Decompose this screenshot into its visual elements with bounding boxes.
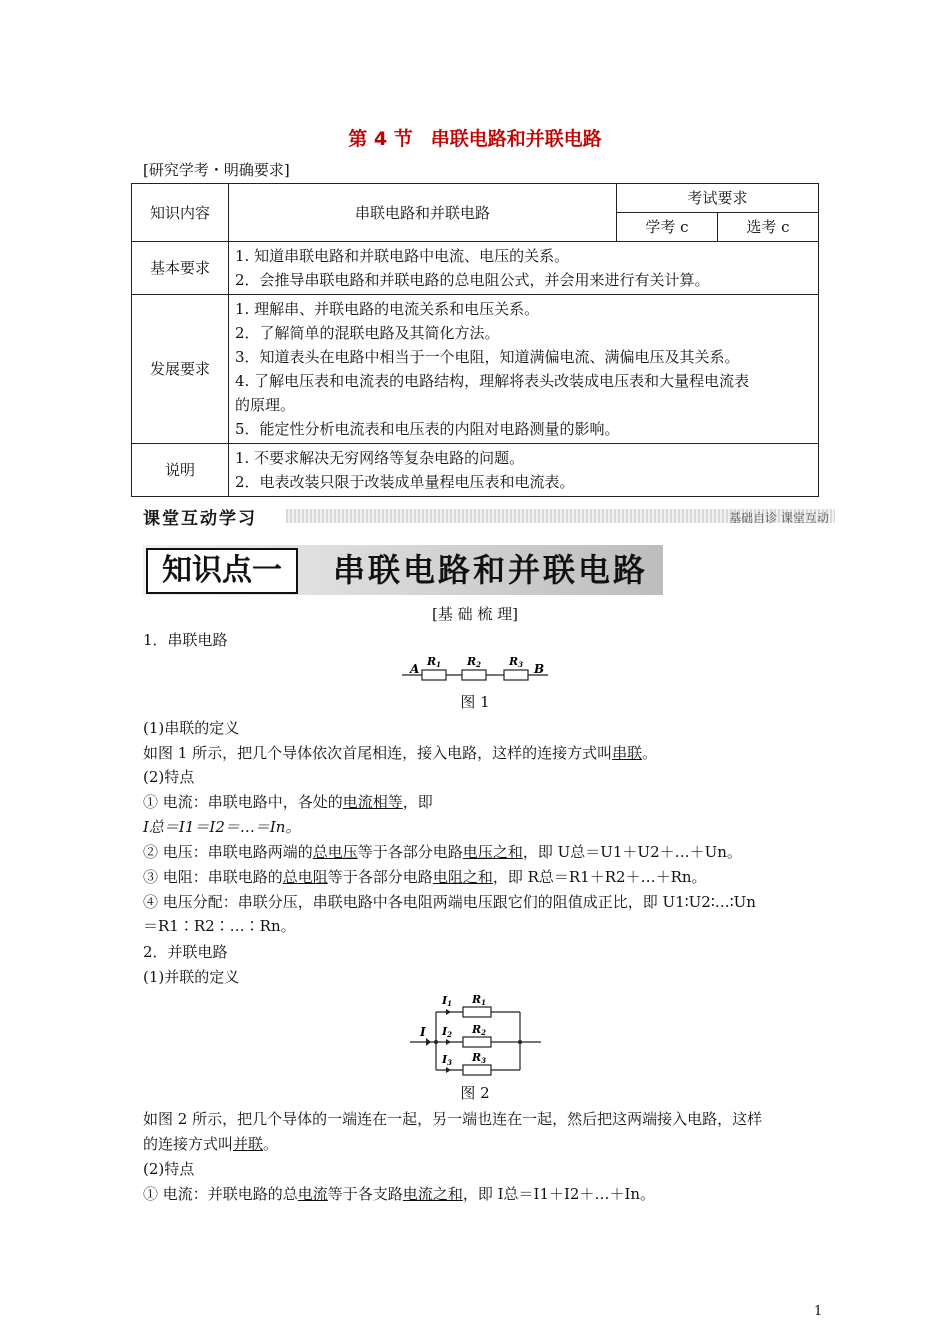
row-development xyxy=(229,295,819,444)
header-xuekao: 学考 c xyxy=(617,213,718,242)
row-label-note: 说明 xyxy=(132,444,229,497)
label-a: A xyxy=(410,662,420,676)
series-current: ① 电流：串联电路中，各处的电流相等，即 xyxy=(143,793,433,811)
dev-item: 的原理。 xyxy=(235,396,296,414)
basics-label: [基 础 梳 理] xyxy=(431,605,518,623)
section-banner xyxy=(143,504,835,529)
row-basic xyxy=(229,242,819,295)
dev-item: 4. 了解电压表和电流表的电路结构，理解将表头改装成电压表和大量程电流表 xyxy=(235,372,750,390)
requirements-label: [研究学考・明确要求] xyxy=(143,161,290,179)
banner-label: 课堂互动学习 xyxy=(143,509,257,529)
arrow-1 xyxy=(446,1009,451,1015)
resistor-r2 xyxy=(462,670,486,680)
parallel-definition-heading: (1)并联的定义 xyxy=(143,968,240,986)
heading-series: 1．串联电路 xyxy=(143,631,228,649)
heading-parallel: 2．并联电路 xyxy=(143,943,228,961)
series-resistance: ③ 电阻：串联电路的总电阻等于各部分电路电阻之和，即 R总＝R1＋R2＋…＋Rn。 xyxy=(143,868,707,886)
parallel-definition-line2: 的连接方式叫并联。 xyxy=(143,1135,279,1153)
note-item: 1. 不要求解决无穷网络等复杂电路的问题。 xyxy=(235,449,525,467)
resistor-r3 xyxy=(463,1065,491,1075)
header-xuankao: 选考 c xyxy=(718,213,819,242)
voltage-division-line1: ④ 电压分配：串联分压，串联电路中各电阻两端电压跟它们的阻值成正比，即 U1∶U2∶…∶Un xyxy=(143,893,756,911)
basic-item: 2．会推导串联电路和并联电路的总电阻公式，并会用来进行有关计算。 xyxy=(235,271,710,289)
parallel-features-heading: (2)特点 xyxy=(143,1160,195,1178)
note-item: 2．电表改装只限于改装成单量程电压表和电流表。 xyxy=(235,473,575,491)
label-i1: I1 xyxy=(442,994,453,1008)
header-content: 知识内容 xyxy=(132,184,229,242)
dev-item: 5．能定性分析电流表和电压表的内阻对电路测量的影响。 xyxy=(235,420,620,438)
series-circuit-figure xyxy=(400,652,550,686)
page-number: 1 xyxy=(814,1304,823,1319)
label-r1: R1 xyxy=(427,655,442,669)
row-label-development: 发展要求 xyxy=(132,295,229,444)
page-title xyxy=(0,124,950,151)
junction-right xyxy=(518,1040,522,1044)
arrow-main xyxy=(426,1038,431,1046)
term-series: 串联 xyxy=(612,744,643,762)
section-name: 串联电路和并联电路 xyxy=(430,128,602,150)
label-b: B xyxy=(534,662,545,676)
arrow-3 xyxy=(446,1067,451,1073)
series-definition-heading: (1)串联的定义 xyxy=(143,719,240,737)
label-r2: R2 xyxy=(472,1023,487,1037)
section-number: 第 4 节 xyxy=(348,128,413,150)
label-i2: I2 xyxy=(442,1025,453,1039)
label-i: I xyxy=(420,1025,426,1039)
dev-item: 1. 理解串、并联电路的电流关系和电压关系。 xyxy=(235,300,540,318)
term-parallel: 并联 xyxy=(233,1135,264,1153)
junction-left xyxy=(434,1040,438,1044)
banner-tags: 基础自诊 课堂互动 xyxy=(729,511,829,525)
resistor-r3 xyxy=(504,670,528,680)
series-definition-text: 如图 1 所示，把几个导体依次首尾相连，接入电路，这样的连接方式叫串联。 xyxy=(143,744,658,762)
dev-item: 3．知道表头在电路中相当于一个电阻，知道满偏电流、满偏电压及其关系。 xyxy=(235,348,740,366)
series-voltage: ② 电压：串联电路两端的总电压等于各部分电路电压之和，即 U总＝U1＋U2＋…＋Un。 xyxy=(143,843,742,861)
arrow-2 xyxy=(446,1039,451,1045)
label-r3: R3 xyxy=(509,655,524,669)
knowledge-point-box: 知识点一 xyxy=(146,548,298,594)
label-r3: R3 xyxy=(472,1051,487,1065)
row-label-basic: 基本要求 xyxy=(132,242,229,295)
label-r1: R1 xyxy=(472,993,487,1007)
resistor-r2 xyxy=(463,1037,491,1047)
figure-2-caption: 图 2 xyxy=(460,1084,490,1102)
knowledge-point-title: 串联电路和并联电路 xyxy=(333,551,649,589)
knowledge-point-header xyxy=(143,545,663,595)
parallel-circuit-figure xyxy=(408,990,543,1078)
parallel-definition-line1: 如图 2 所示，把几个导体的一端连在一起，另一端也连在一起，然后把这两端接入电路，这样 xyxy=(143,1110,763,1128)
voltage-division-line2: ＝R1∶R2∶…∶Rn。 xyxy=(143,917,296,935)
resistor-r1 xyxy=(422,670,446,680)
series-features-heading: (2)特点 xyxy=(143,768,195,786)
resistor-r1 xyxy=(463,1007,491,1017)
series-current-formula: I总＝I1＝I2＝…＝In。 xyxy=(143,818,301,836)
header-exam: 考试要求 xyxy=(617,184,819,213)
requirements-table xyxy=(131,183,819,497)
basic-item: 1. 知道串联电路和并联电路中电流、电压的关系。 xyxy=(235,247,570,265)
label-i3: I3 xyxy=(442,1053,453,1067)
label-r2: R2 xyxy=(467,655,482,669)
header-topic: 串联电路和并联电路 xyxy=(229,184,617,242)
figure-1-caption: 图 1 xyxy=(460,693,490,711)
row-note xyxy=(229,444,819,497)
dev-item: 2．了解简单的混联电路及其简化方法。 xyxy=(235,324,500,342)
parallel-current: ① 电流：并联电路的总电流等于各支路电流之和，即 I总＝I1＋I2＋…＋In。 xyxy=(143,1185,656,1203)
